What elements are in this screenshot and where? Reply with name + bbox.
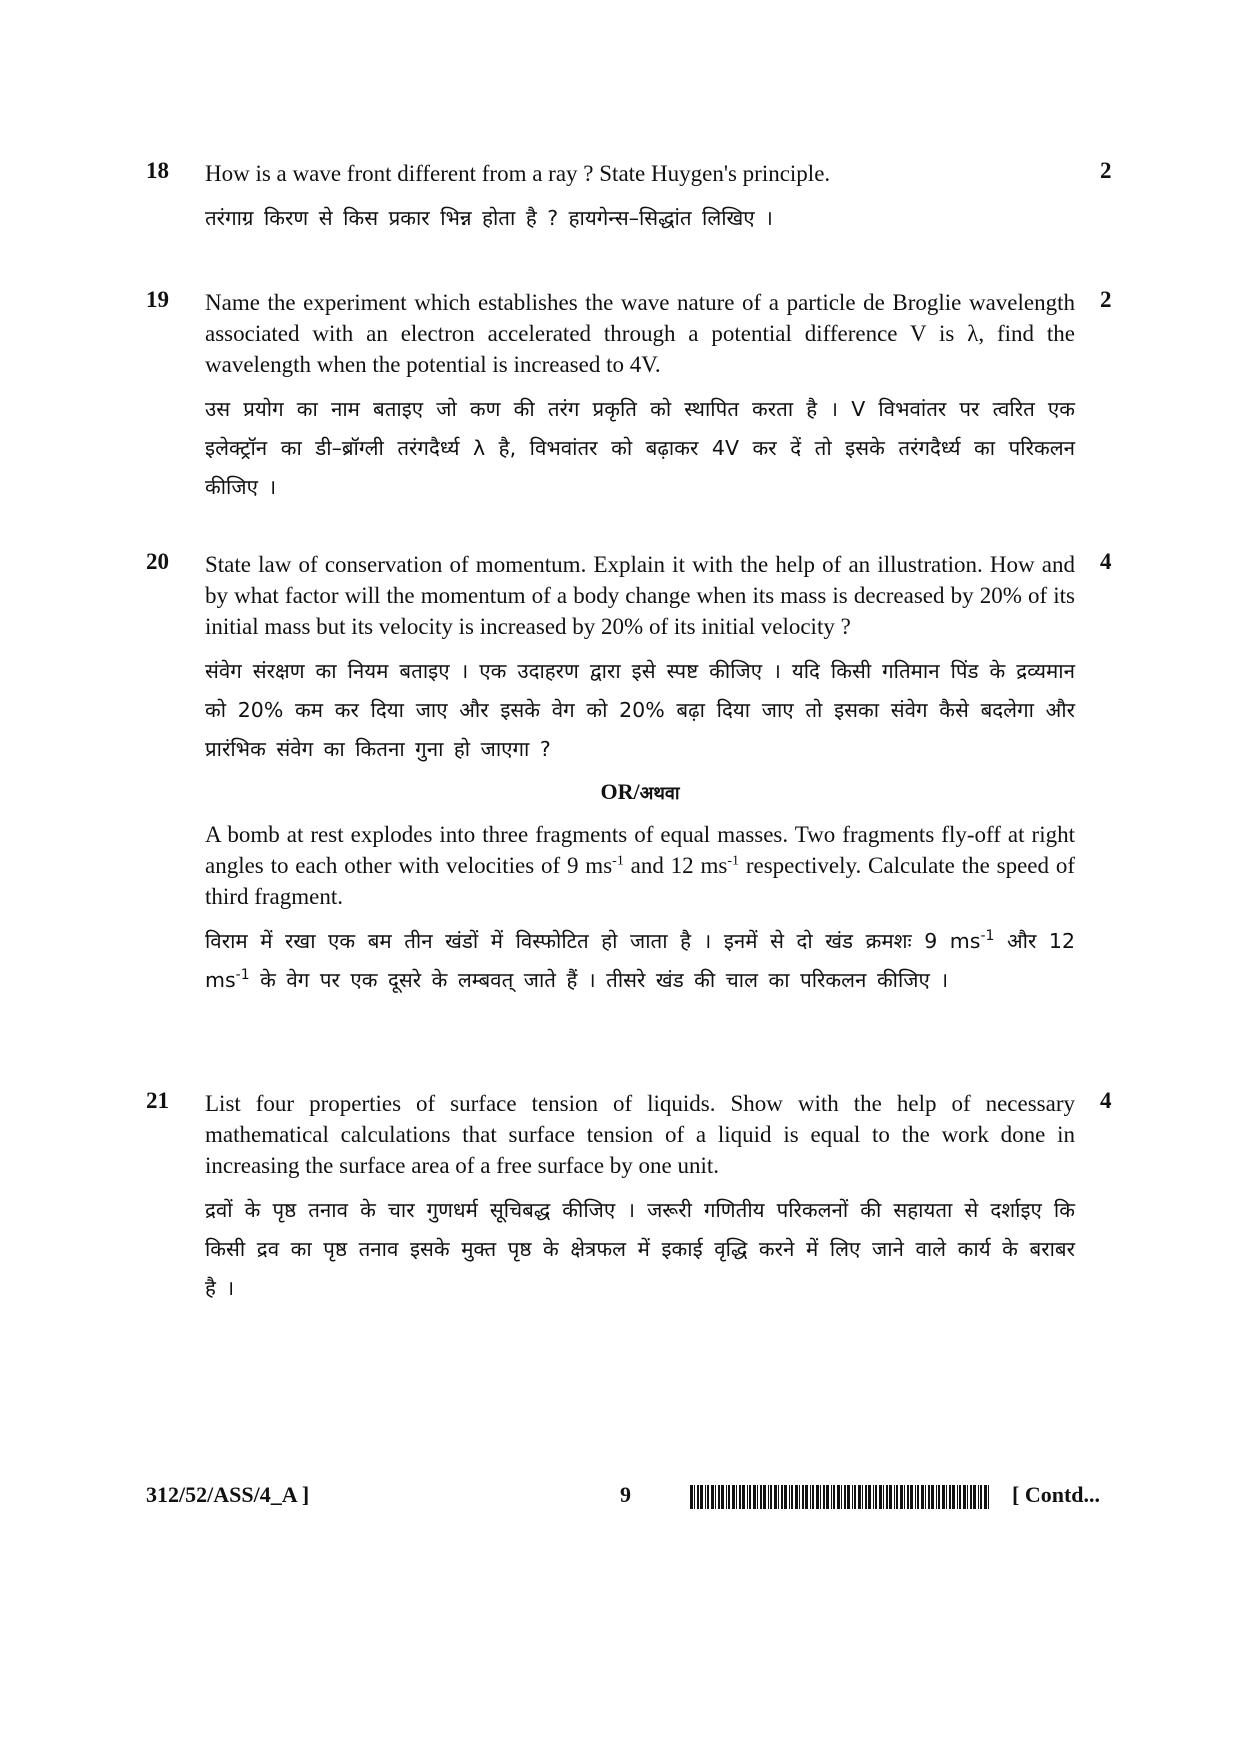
or-label-hindi: अथवा <box>639 783 680 804</box>
or-separator <box>205 779 1075 805</box>
barcode-image <box>690 1485 990 1509</box>
question-text-hindi: तरंगाग्र किरण से किस प्रकार भिन्न होता है ? हायगेन्स–सिद्धांत लिखिए । <box>205 206 773 230</box>
question-marks: 4 <box>1100 1088 1112 1113</box>
alternative-question-hindi: विराम में रखा एक बम तीन खंडों में विस्फोटित हो जाता है । इनमें से दो खंड क्रमशः 9 $ms^{-1}$ और 12 $ms^{-1}$ के वेग पर एक दूसरे के लम्बवत् जाते हैं । तीसरे खंड की चाल का परिकलन कीजिए । <box>205 928 1075 992</box>
question-text-hindi: उस प्रयोग का नाम बताइए जो कण की तरंग प्रकृति को स्थापित करता है । V विभवांतर पर त्वरित एक इलेक्ट्रॉन का डी–ब्रॉग्ली तरंगदैर्ध्य λ है, विभवांतर को बढ़ाकर 4V कर दें तो इसके तरंगदैर्ध्य का परिकलन कीजिए । <box>205 397 1075 499</box>
question-number: 18 <box>146 158 169 183</box>
question-marks: 2 <box>1100 158 1112 183</box>
paper-code: 312/52/ASS/4_A ] <box>146 1482 310 1507</box>
alternative-question-english: A bomb at rest explodes into three fragments of equal masses. Two fragments fly-off at right angles to each other with velocities of 9 $ms^{-1}$ and 12 $ms^{-1}$ respectively. Calculate the speed of third fragment. <box>205 822 1075 909</box>
or-label: OR/ <box>600 779 640 804</box>
question-text-english: Name the experiment which establishes the wave nature of a particle de Broglie wavelength associated with an electron accelerated through a potential difference V is λ, find the wavelength when the potential is increased to 4V. <box>205 290 1075 377</box>
question-text-english: State law of conservation of momentum. Explain it with the help of an illustration. How and by what factor will the momentum of a body change when its mass is decreased by 20% of its initial mass but its velocity is increased by 20% of its initial velocity ? <box>205 552 1075 639</box>
question-number: 21 <box>146 1088 169 1113</box>
question-number: 19 <box>146 287 169 312</box>
question-marks: 2 <box>1100 287 1112 312</box>
continued-label: [ Contd... <box>1012 1482 1101 1507</box>
question-text-english: How is a wave front different from a ray ? State Huygen's principle. <box>205 161 831 186</box>
question-text-hindi: द्रवों के पृष्ठ तनाव के चार गुणधर्म सूचिबद्ध कीजिए । जरूरी गणितीय परिकलनों की सहायता से दर्शाइए कि किसी द्रव का पृष्ठ तनाव इसके मुक्त पृष्ठ के क्षेत्रफल में इकाई वृद्धि करने में लिए जाने वाले कार्य के बराबर है । <box>205 1198 1075 1300</box>
question-text-english: List four properties of surface tension of liquids. Show with the help of necessary mathematical calculations that surface tension of a liquid is equal to the work done in increasing the surface area of a free surface by one unit. <box>205 1091 1075 1178</box>
page-number: 9 <box>620 1482 631 1507</box>
page-footer <box>0 1480 1241 1520</box>
question-number: 20 <box>146 549 169 574</box>
question-text-hindi: संवेग संरक्षण का नियम बताइए । एक उदाहरण द्वारा इसे स्पष्ट कीजिए । यदि किसी गतिमान पिंड के द्रव्यमान को 20% कम कर दिया जाए और इसके वेग को 20% बढ़ा दिया जाए तो इसका संवेग कैसे बदलेगा और प्रारंभिक संवेग का कितना गुना हो जाएगा ? <box>205 659 1075 761</box>
question-marks: 4 <box>1100 549 1112 574</box>
